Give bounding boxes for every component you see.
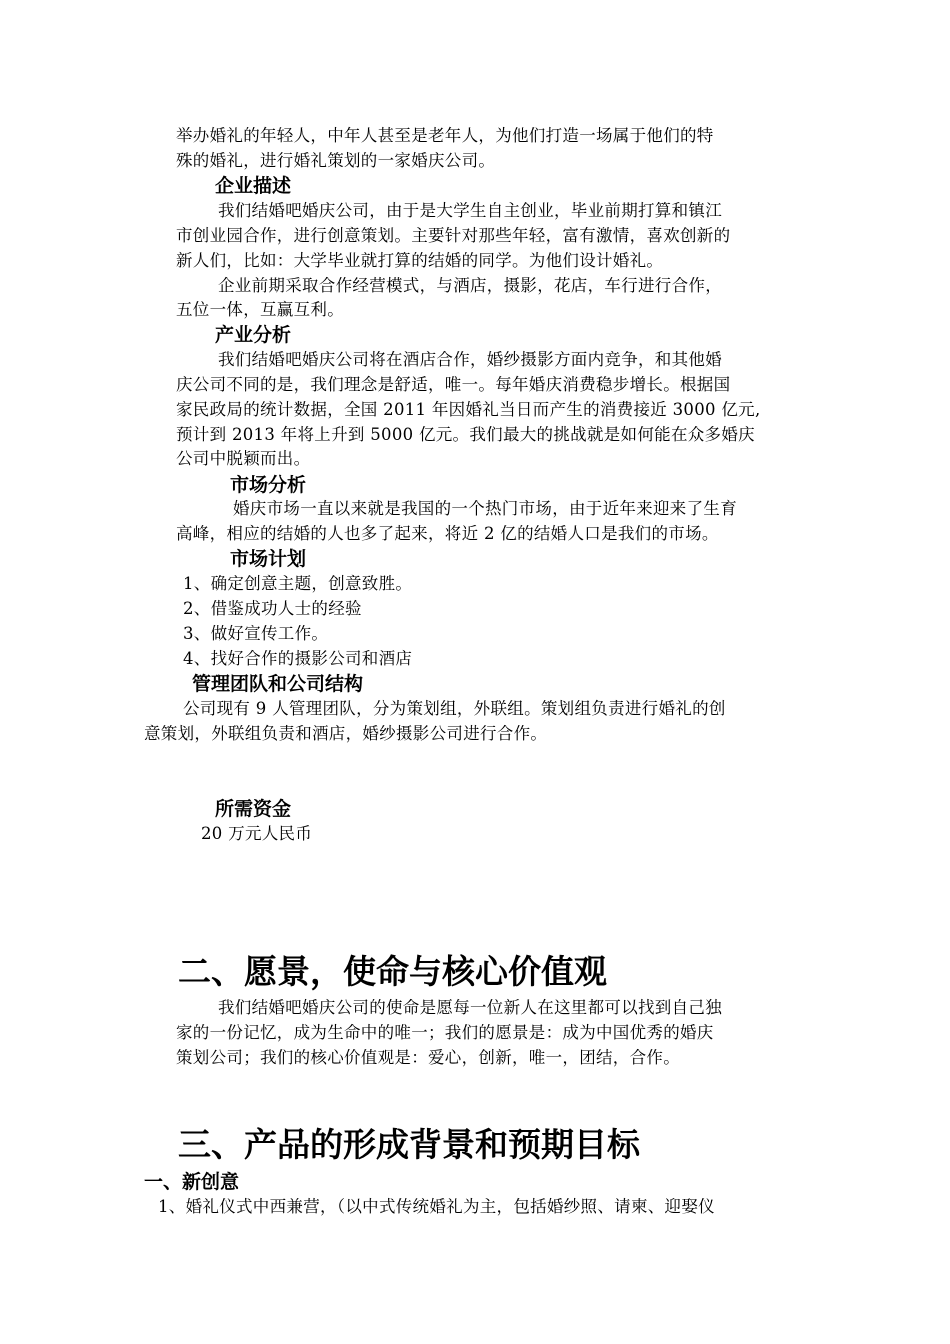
market-analysis-heading: 市场分析 bbox=[230, 474, 307, 496]
management-heading: 管理团队和公司结构 bbox=[192, 673, 364, 695]
industry-analysis-line-2: 庆公司不同的是，我们理念是舒适，唯一。每年婚庆消费稳步增长。根据国 bbox=[176, 375, 731, 394]
section-2-line-1: 我们结婚吧婚庆公司的使命是愿每一位新人在这里都可以找到自己独 bbox=[218, 998, 722, 1017]
funding-heading: 所需资金 bbox=[215, 798, 292, 820]
company-description-p2-line-1: 企业前期采取合作经营模式，与酒店，摄影，花店，车行进行合作， bbox=[218, 276, 722, 295]
section-2-heading: 二、愿景，使命与核心价值观 bbox=[178, 952, 607, 991]
industry-analysis-line-4: 预计到 2013 年将上升到 5000 亿元。我们最大的挑战就是如何能在众多婚庆 bbox=[176, 425, 755, 444]
industry-analysis-line-1: 我们结婚吧婚庆公司将在酒店合作，婚纱摄影方面内竞争，和其他婚 bbox=[218, 350, 722, 369]
funding-amount: 20 万元人民币 bbox=[201, 824, 313, 843]
section-3-subheading: 一、新创意 bbox=[144, 1171, 240, 1193]
market-plan-item-4: 4、找好合作的摄影公司和酒店 bbox=[183, 649, 413, 668]
intro-line-2: 殊的婚礼，进行婚礼策划的一家婚庆公司。 bbox=[176, 151, 496, 170]
company-description-p1-line-1: 我们结婚吧婚庆公司，由于是大学生自主创业，毕业前期打算和镇江 bbox=[218, 201, 722, 220]
section-2-line-2: 家的一份记忆，成为生命中的唯一；我们的愿景是：成为中国优秀的婚庆 bbox=[176, 1023, 714, 1042]
section-2-line-3: 策划公司；我们的核心价值观是：爱心，创新，唯一，团结，合作。 bbox=[176, 1048, 680, 1067]
section-3-heading: 三、产品的形成背景和预期目标 bbox=[178, 1125, 640, 1164]
industry-analysis-heading: 产业分析 bbox=[215, 324, 292, 346]
market-analysis-line-1: 婚庆市场一直以来就是我国的一个热门市场，由于近年来迎来了生育 bbox=[233, 499, 737, 518]
company-description-heading: 企业描述 bbox=[215, 175, 292, 197]
industry-analysis-line-3: 家民政局的统计数据，全国 2011 年因婚礼当日而产生的消费接近 3000 亿元, bbox=[176, 400, 761, 419]
management-line-2: 意策划，外联组负责和酒店，婚纱摄影公司进行合作。 bbox=[144, 724, 548, 743]
management-line-1: 公司现有 9 人管理团队，分为策划组，外联组。策划组负责进行婚礼的创 bbox=[183, 699, 726, 718]
intro-line-1: 举办婚礼的年轻人，中年人甚至是老年人，为他们打造一场属于他们的特 bbox=[176, 126, 714, 145]
industry-analysis-line-5: 公司中脱颖而出。 bbox=[176, 449, 311, 468]
market-plan-item-1: 1、确定创意主题，创意致胜。 bbox=[183, 574, 413, 593]
section-3-line-1: 1、婚礼仪式中西兼营，（以中式传统婚礼为主，包括婚纱照、请柬、迎娶仪 bbox=[158, 1197, 715, 1216]
company-description-p1-line-2: 市创业园合作，进行创意策划。主要针对那些年轻，富有激情，喜欢创新的 bbox=[176, 226, 731, 245]
market-plan-item-3: 3、做好宣传工作。 bbox=[183, 624, 329, 643]
company-description-p1-line-3: 新人们，比如：大学毕业就打算的结婚的同学。为他们设计婚礼。 bbox=[176, 251, 664, 270]
market-plan-heading: 市场计划 bbox=[230, 548, 307, 570]
market-plan-item-2: 2、借鉴成功人士的经验 bbox=[183, 599, 362, 618]
market-analysis-line-2: 高峰，相应的结婚的人也多了起来，将近 2 亿的结婚人口是我们的市场。 bbox=[176, 524, 719, 543]
company-description-p2-line-2: 五位一体，互赢互利。 bbox=[176, 300, 344, 319]
